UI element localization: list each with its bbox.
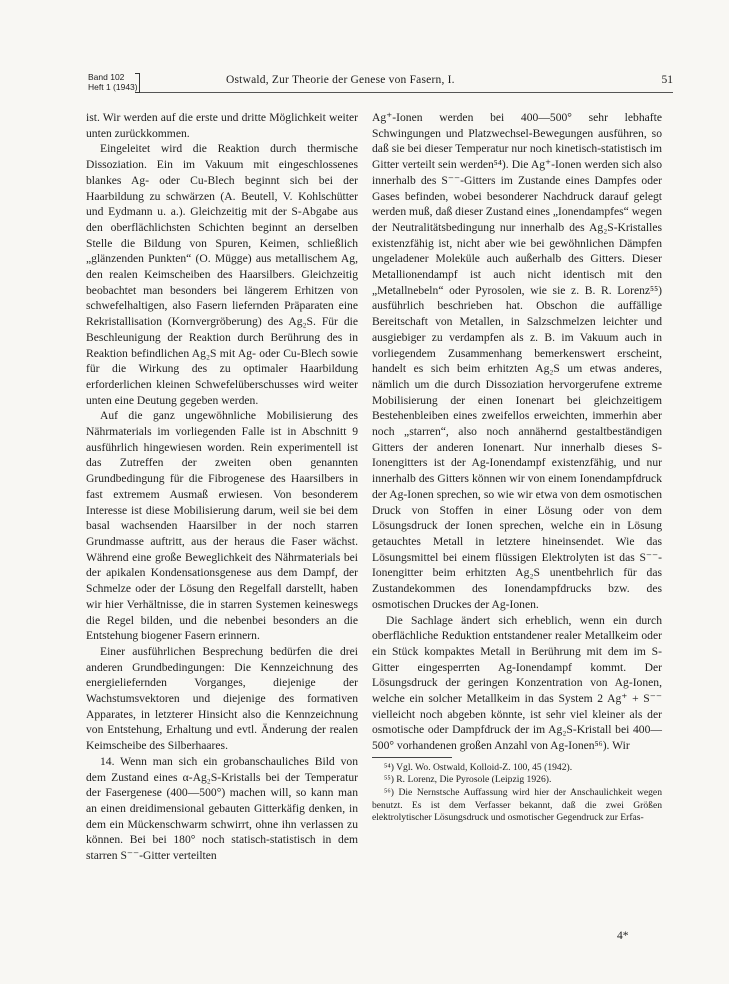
footnote-54: ⁵⁴) Vgl. Wo. Ostwald, Kolloid-Z. 100, 45 (1942).: [384, 761, 573, 773]
running-header: [88, 72, 673, 100]
left-column: [86, 110, 358, 864]
paragraph: Ag⁺-Ionen werden bei 400—500° sehr lebhafte Schwingungen und Platzwechsel-Bewegungen ausführen, so daß sie bei dieser Temperatur nur noch kinetisch-statistisch im Gitter verteilt sein werden⁵⁴). Die Ag⁺-Ionen werden sich also innerhalb des S⁻⁻-Gitters im Zustande eines Dampfes oder Gases befinden, wobei besonderer Nachdruck darauf gelegt werden muß, daß dieser Zustand eines „Ionendampfes“ wegen der Neutralitätsbedingung nur innerhalb des Ag₂S-Kristalles existenzfähig ist, nicht aber wie bei gewöhnlichen Dämpfen ungeladener Moleküle auch außerhalb des Gitters. Dieser Metallionendampf ist auch nicht identisch mit den „Metallnebeln“ oder Pyrosolen, wie sie z. B. R. Lorenz⁵⁵) ausführlich beschrieben hat. Obschon die auffällige Bereitschaft von Metallen, in Salzschmelzen leichter und ausgiebiger zu verdampfen als z. B. im Vakuum auch in vorliegendem Zusammenhang bemerkenswert erscheint, handelt es sich beim erhitzten Ag₂S um etwas anderes, nämlich um die durch Dissoziation hervorgerufene extreme Mobilisierung der einen Ionenart bei gleichzeitigem Bestehenbleiben eines zweifellos erweichten, immerhin aber noch „starren“, also noch annähernd gestaltbeständigen Gitters der anderen Ionenart. Nur innerhalb dieses S-Ionengitters ist der Ag-Ionendampf existenzfähig, und nur innerhalb des Gitters können wir von einem Ionendampfdruck der Ag-Ionen sprechen, so wie wir etwa von dem osmotischen Druck von Stoffen in einer Lösung oder von dem Lösungsdruck der Ionen sprechen, welche ein in Lösung getauchtes Metall in letztere hineinsendet. Wie das Lösungsmittel bei einem flüssigen Elektrolyten ist das S⁻⁻-Ionengitter beim erhitzten Ag₂S unentbehrlich für das Zustandekommen des Ionendampfdrucks bzw. des osmotischen Druckes der Ag-Ionen.: [372, 111, 662, 611]
page-number: 51: [661, 74, 673, 86]
volume-info: [88, 72, 138, 92]
volume-number: Band 102: [88, 72, 125, 82]
footnote-rule: [372, 757, 452, 758]
printer-signature: 4*: [617, 930, 629, 942]
footnote-56: ⁵⁶) Die Nernstsche Auffassung wird hier der Anschaulichkeit wegen benutzt. Es ist dem Verfasser bekannt, daß die zwei Größen elektrolytischer Lösungsdruck und osmotischer Gegendruck zur Erfas-: [372, 787, 662, 824]
footnotes: [372, 762, 662, 825]
header-bracket: [135, 73, 140, 93]
paragraph: Die Sachlage ändert sich erheblich, wenn ein durch oberflächliche Reduktion entstandener realer Metallkeim oder ein Stück kompaktes Metall in Berührung mit dem im S-Gitter eingesperrten Ag-Ionendampf kommt. Der Lösungsdruck der geringen Konzentration von Ag-Ionen, welche ein solcher Metallkeim in das System 2 Ag⁺ + S⁻⁻ vielleicht noch abgeben könnte, ist sehr viel kleiner als der osmotische oder Dampfdruck der im Ag₂S-Kristall bei 400—500° vorhandenen großen Anzahl von Ag-Ionen⁵⁶). Wir: [372, 613, 662, 753]
issue-number: Heft 1 (1943): [88, 82, 138, 92]
running-title: Ostwald, Zur Theorie der Genese von Fasern, I.: [226, 74, 455, 86]
paragraph: Eingeleitet wird die Reaktion durch thermische Dissoziation. Ein im Vakuum mit eingeschlossenes blankes Ag- oder Cu-Blech beginnt sich bei der Haarbildung zu schwärzen (A. Beutell, V. Kohlschütter und Eydmann u. a.). Gleichzeitig mit der S-Abgabe aus den oberflächlichsten Schichten beginnt an derselben Stelle die Bildung von Spuren, Keimen, schließlich „glänzenden Punkten“ (O. Mügge) aus metallischem Ag, den realen Keimscheiben des Haarsilbers. Gleichzeitig beobachtet man besonders bei längerem Erhitzen von schwefelhaltigen, also Fasern liefernden Präparaten eine Rekristallisation (Kornvergröberung) des Ag₂S. Für die Beschleunigung der Reaktion durch Berührung des in Reaktion befindlichen Ag₂S mit Ag- oder Cu-Blech sowie für die Wirkung des zu optimaler Haarbildung erforderlichen kleinen Schwefelüberschusses wird weiter unten eine Deutung gegeben werden.: [86, 142, 358, 407]
footnote-55: ⁵⁵) R. Lorenz, Die Pyrosole (Leipzig 1926).: [384, 774, 552, 786]
right-column: [372, 110, 662, 825]
paragraph: ist. Wir werden auf die erste und dritte Möglichkeit weiter unten zurückkommen.: [86, 111, 358, 140]
paragraph: Einer ausführlichen Besprechung bedürfen die drei anderen Grundbedingungen: Die Kennzeichnung des energieliefernden Vorganges, diejenige der Wachstumsvektoren und diejenige des formativen Apparates, in letzterer Hinsicht also die Kennzeichnung von Entstehung, Erhaltung und evtl. Änderung der realen Keimscheibe des Silberhaares.: [86, 644, 358, 753]
header-rule: [140, 92, 673, 93]
paragraph-section-14: 14. Wenn man sich ein grobanschauliches Bild von dem Zustand eines α-Ag₂S-Kristalls bei der Temperatur der Fasergenese (400—500°) machen will, so kann man an einen dreidimensional gebauten Gitterkäfig denken, in dem ein Mückenschwarm schwirrt, ohne ihn verlassen zu können. Bei bei 180° noch statisch-statistisch in dem starren S⁻⁻-Gitter verteilten: [86, 754, 358, 863]
paragraph: Auf die ganz ungewöhnliche Mobilisierung des Nährmaterials im vorliegenden Falle ist in Abschnitt 9 ausführlich hingewiesen worden. Rein experimentell ist das Zutreffen der zweiten oben genannten Grundbedingung für die Fibrogenese des Haarsilbers in fast extremem Ausmaß erwiesen. Von besonderem Interesse ist diese Mobilisierung darum, weil sie bei dem basal wachsenden Haarsilber in der noch starren Grundmasse auftritt, aus der heraus die Faser wächst. Während eine große Beweglichkeit des Nährmaterials bei der apikalen Kondensationsgenese aus dem Dampf, der Schmelze oder der Lösung den Regelfall darstellt, haben wir hier Verhältnisse, die in starren Systemen keineswegs die Regel bilden, und die nebenbei besonders an die Entstehung biogener Fasern erinnern.: [86, 409, 358, 643]
